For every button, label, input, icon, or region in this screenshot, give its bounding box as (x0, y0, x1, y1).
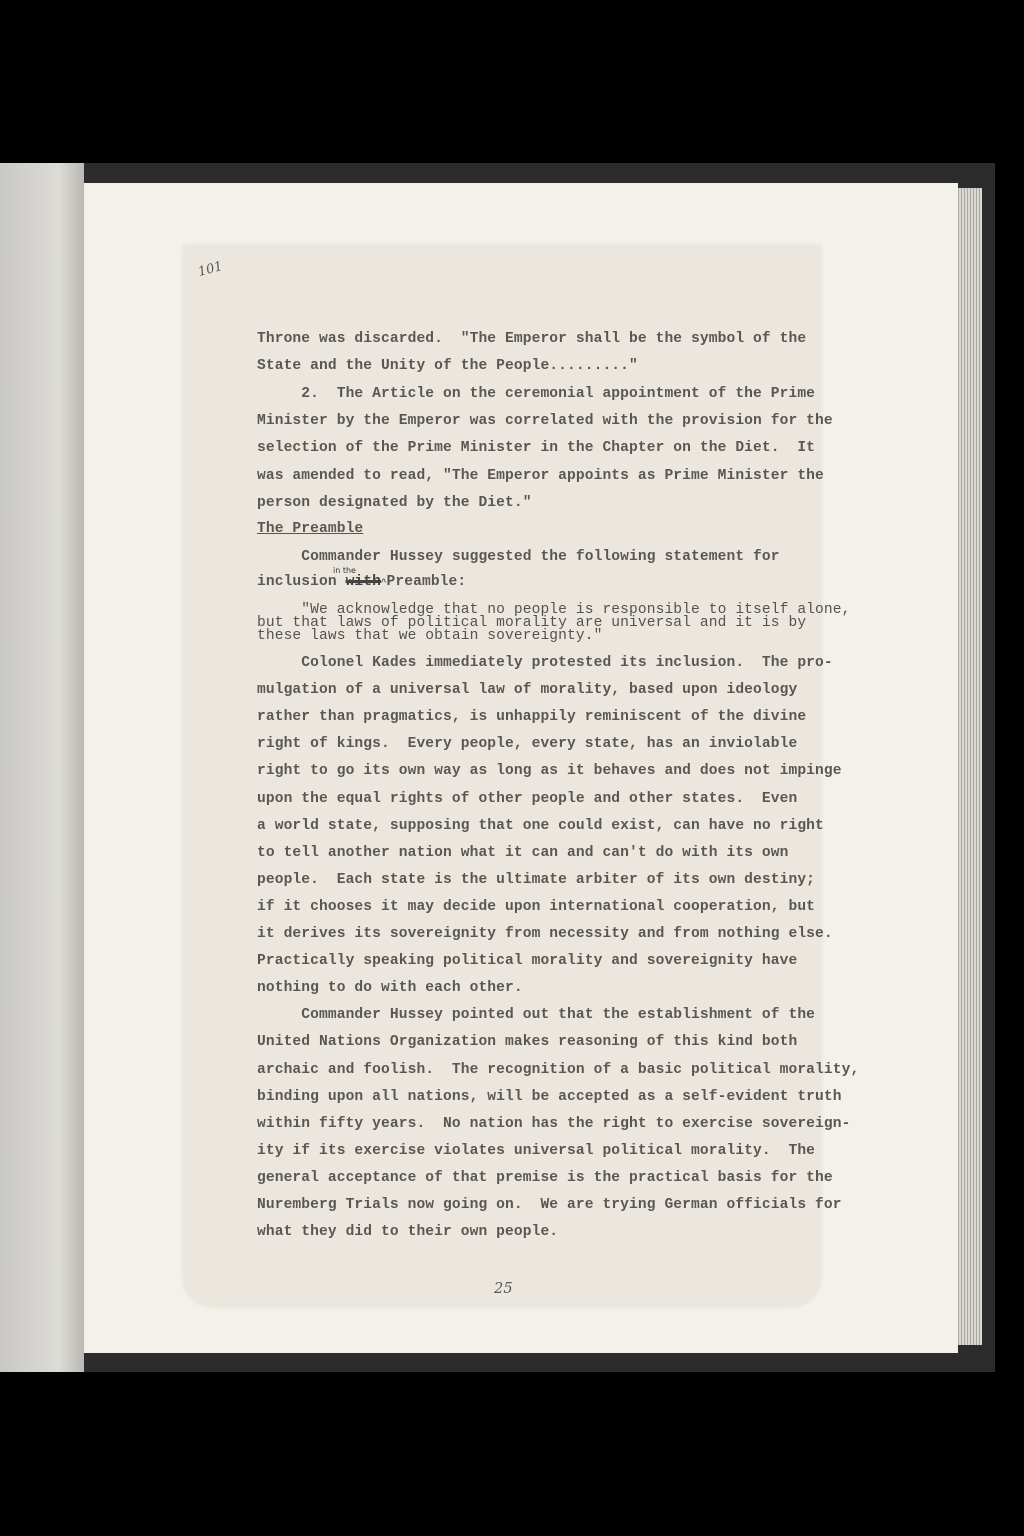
text-line: Nuremberg Trials now going on. We are trying German officials for (257, 1197, 842, 1213)
text-line: Commander Hussey pointed out that the establishment of the (257, 1007, 816, 1024)
page-number: 25 (494, 1280, 513, 1297)
text-line: Commander Hussey suggested the following statement for (257, 549, 780, 565)
text-line: Colonel Kades immediately protested its inclusion. The pro- (257, 655, 833, 671)
text-line: to tell another nation what it can and can't do with its own (257, 844, 789, 861)
text-line: right to go its own way as long as it behaves and does not impinge (257, 763, 842, 780)
text-line: these laws that we obtain sovereignty." (257, 628, 603, 644)
text-line: State and the Unity of the People........." (257, 358, 638, 374)
text-line: selection of the Prime Minister in the Chapter on the Diet. It (257, 440, 816, 456)
text-line: archaic and foolish. The recognition of a basic political morality, (257, 1061, 860, 1078)
text: Preamble: (386, 574, 467, 590)
text-line: Practically speaking political morality and sovereignity have (257, 953, 798, 970)
section-heading: The Preamble (257, 521, 364, 537)
text-line: what they did to their own people. (257, 1224, 559, 1241)
struck-word: with (345, 574, 382, 590)
text-line: binding upon all nations, will be accepted as a self-evident truth (257, 1088, 842, 1105)
text-line: people. Each state is the ultimate arbiter of its own destiny; (257, 871, 816, 888)
text-line: Throne was discarded. "The Emperor shall be the symbol of the (257, 331, 807, 347)
text-line: but that laws of political morality are universal and it is by (257, 615, 807, 631)
margin-note: 101 (196, 259, 225, 280)
text-line: within fifty years. No nation has the right to exercise sovereign- (257, 1115, 851, 1132)
text-line: was amended to read, "The Emperor appoints as Prime Minister the (257, 468, 824, 484)
text-line: nothing to do with each other. (257, 980, 523, 997)
text-line-inclusion (257, 574, 466, 590)
caret-mark: ^ (381, 578, 387, 588)
text-line: Minister by the Emperor was correlated with the provision for the (257, 413, 833, 429)
text-line: it derives its sovereignity from necessity and from nothing else. (257, 926, 833, 942)
text-line: a world state, supposing that one could exist, can have no right (257, 817, 824, 834)
text-line: United Nations Organization makes reasoning of this kind both (257, 1034, 798, 1051)
text-line: upon the equal rights of other people and other states. Even (257, 790, 798, 807)
text-line: if it chooses it may decide upon international cooperation, but (257, 898, 816, 915)
text-line: rather than pragmatics, is unhappily reminiscent of the divine (257, 709, 807, 726)
text-line: ity if its exercise violates universal political morality. The (257, 1142, 816, 1159)
text: inclusion (257, 574, 346, 590)
text-line: general acceptance of that premise is the practical basis for the (257, 1169, 833, 1186)
text-line: 2. The Article on the ceremonial appointment of the Prime (257, 386, 816, 402)
handwritten-insert: in the (333, 566, 356, 575)
text-line: mulgation of a universal law of morality, based upon ideology (257, 682, 798, 699)
text-line: person designated by the Diet." (257, 495, 532, 511)
text-line: "We acknowledge that no people is responsible to itself alone, (257, 602, 851, 618)
facing-page (0, 163, 84, 1372)
text-line: right of kings. Every people, every state, has an inviolable (257, 736, 798, 753)
